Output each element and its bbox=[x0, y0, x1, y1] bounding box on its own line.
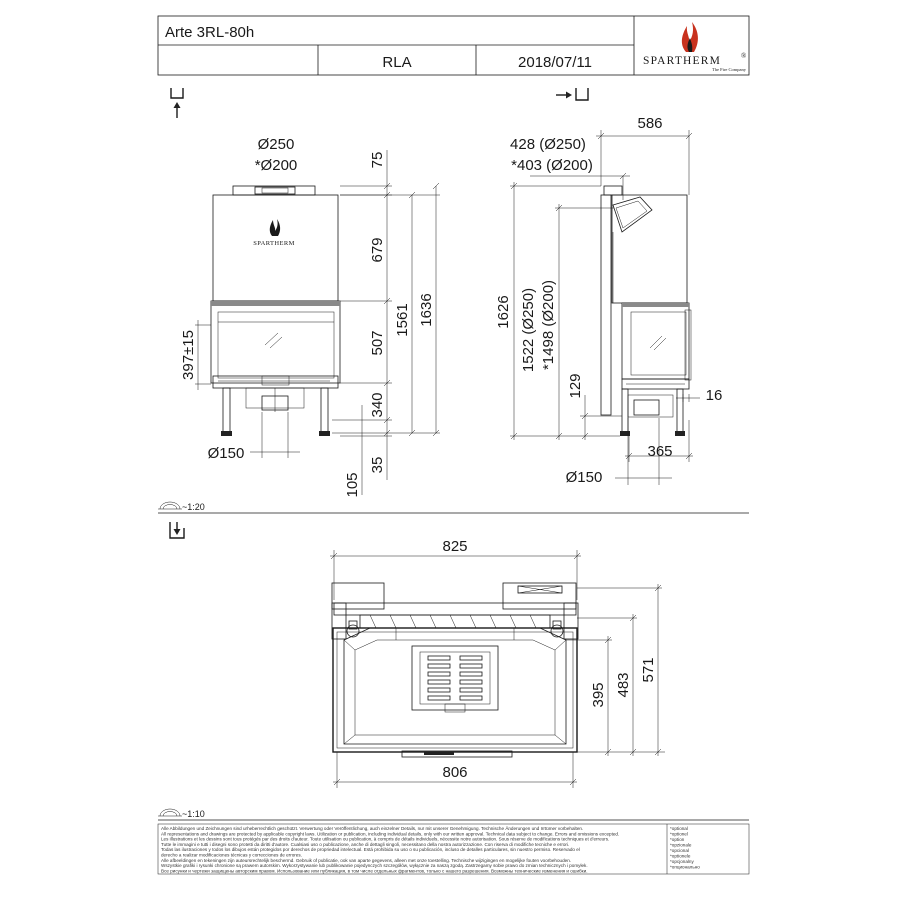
scale-indicator-front bbox=[158, 502, 205, 512]
side-view-drawing bbox=[601, 186, 691, 436]
dim-side-air-diameter: Ø150 bbox=[565, 469, 603, 486]
dim-depth: 586 bbox=[637, 115, 663, 132]
dim-total-height-2: 1636 bbox=[418, 293, 435, 327]
title-block bbox=[158, 16, 749, 75]
model-name: Arte 3RL-80h bbox=[165, 24, 255, 41]
dim-air-position: 365 bbox=[647, 443, 673, 460]
dim-floor-height: 105 bbox=[344, 472, 361, 498]
dim-depth-571: 571 bbox=[640, 657, 657, 683]
copyright-line-de: Alle Abbildungen und Zeichnungen sind urheberrechtlich geschützt. Verwertung oder Veröffentlichung, auch einzelner Details, nur mit unserer Genehmigung. Technische Änderungen und Irrtümer vorbehalten. bbox=[161, 826, 584, 831]
copyright-line-pl: Wszystkie grafiki i rysunki chronione są prawem autorskim. Wykorzystywanie lub publikowanie pojedynczych szczegółów, wyłącznie za naszą zgodą. Zastrzegamy sobie prawo do zmian technicznych i pomyłek. bbox=[161, 863, 588, 869]
brand-name: SPARTHERM bbox=[643, 55, 722, 67]
dim-flue-diameter: Ø250 bbox=[257, 136, 295, 153]
dim-side-height: 1626 bbox=[495, 295, 512, 329]
dim-flue-diameter-alt: *Ø200 bbox=[254, 157, 298, 174]
dim-depth-395: 395 bbox=[590, 682, 607, 708]
note-optional-pl: *opcjonalny bbox=[670, 859, 694, 864]
dim-upper-height: 679 bbox=[369, 237, 386, 263]
date-label: 2018/07/11 bbox=[518, 54, 592, 71]
dim-total-height-1: 1561 bbox=[394, 303, 411, 337]
copyright-line-fr: Les illustrations et les dessins sont tous protégés par des droits d'auteur. Toute utilisation ou publication, à compris de détails individuels, nécessite notre autorisation. Sous réserve de modifications techniques et d'erreurs. bbox=[161, 836, 610, 842]
brand-registered-mark: ® bbox=[741, 52, 747, 60]
dim-overall-width: 825 bbox=[442, 538, 468, 555]
side-view-dimensions bbox=[495, 115, 722, 486]
copyright-line-es: Todas las ilustraciones y todos los dibujos están protegidos por derechos de propriedad intelectual. Está prohibida su uso o su publicación, incluso de detalles particulares, sin nuestro permiso. Reservado el bbox=[161, 847, 580, 853]
note-optional-de: *optional bbox=[670, 826, 688, 831]
plan-view-symbol-icon bbox=[170, 522, 184, 538]
copyright-line-es-cont: derecho a realizar modificaciones técnicas y correcciones de errores. bbox=[161, 852, 302, 858]
dim-base-height: 129 bbox=[567, 373, 584, 399]
copyright-line-en: All representations and drawings are protected by applicable copyright laws. Utilization or publication, including individual details, only with our written approval. Technical data subject to change. Errors and omissions excepted. bbox=[161, 831, 620, 837]
front-view-dimensions bbox=[180, 136, 440, 498]
front-view-symbol-icon bbox=[171, 88, 183, 118]
variant-label: RLA bbox=[382, 54, 412, 71]
dim-depth-483: 483 bbox=[615, 672, 632, 698]
brand-tagline: The Fire Company bbox=[712, 67, 746, 72]
dim-top-height: 75 bbox=[369, 151, 386, 169]
scale-plan: ~1:10 bbox=[182, 809, 205, 819]
copyright-footer bbox=[158, 824, 749, 874]
dim-lower-height: 340 bbox=[369, 392, 386, 418]
dim-feet-height: 35 bbox=[369, 456, 386, 474]
note-optional-es: *opcional bbox=[670, 848, 689, 853]
copyright-line-ru: Все рисунки и чертежи защищены авторским правом. Использование или публикация, в том числе отдельных фрагментов, только с нашего разрешения. Возможны технические изменения и ошибки. bbox=[161, 868, 588, 874]
front-logo-text: SPARTHERM bbox=[253, 240, 295, 247]
note-optional-ru: *опционально bbox=[670, 864, 700, 870]
note-optional-nl: *optionele bbox=[670, 853, 691, 859]
dim-flue-height: 1522 (Ø250) bbox=[520, 287, 537, 373]
copyright-line-it: Tutte le immagini e tutti i disegni sono protetti da diritti d'autore. Cualsiasi uso o publicazione, anche di dettagli singoli, necessitano della nostra autorizzazione. Con riserva di modifiche tecniche e errori. bbox=[161, 841, 570, 847]
note-optional-it: *opzionale bbox=[670, 842, 692, 848]
dim-glass-height: 397±15 bbox=[180, 330, 197, 380]
note-optional-fr: *optionel bbox=[670, 831, 688, 837]
spartherm-flame-logo bbox=[682, 22, 698, 52]
front-logo bbox=[253, 219, 295, 247]
plan-view-drawing bbox=[332, 583, 578, 757]
dim-side-offset: 16 bbox=[705, 387, 723, 404]
side-view-symbol-icon bbox=[556, 88, 588, 100]
plan-view-dimensions bbox=[330, 538, 665, 788]
dim-flue-height-alt: *1498 (Ø200) bbox=[540, 279, 557, 371]
dim-air-diameter: Ø150 bbox=[207, 445, 245, 462]
dim-inner-width: 806 bbox=[442, 764, 468, 781]
dim-door-height: 507 bbox=[369, 330, 386, 356]
scale-indicator-plan bbox=[158, 809, 205, 819]
dim-flue-offset-alt: *403 (Ø200) bbox=[511, 157, 593, 174]
note-optional-en: *option bbox=[670, 837, 685, 842]
copyright-line-nl: Alle afbeeldingen en tekeningen zijn auteursrechtelijk beschermd. Gebruik of publicatie, ook van aparte gegevens, alleen met onze toestelling. Technische wijzigingen en mogelijke fouten voorbehouden. bbox=[161, 857, 572, 863]
dim-flue-offset: 428 (Ø250) bbox=[510, 136, 586, 153]
scale-front: ~1:20 bbox=[182, 502, 205, 512]
front-view-drawing bbox=[211, 186, 340, 436]
